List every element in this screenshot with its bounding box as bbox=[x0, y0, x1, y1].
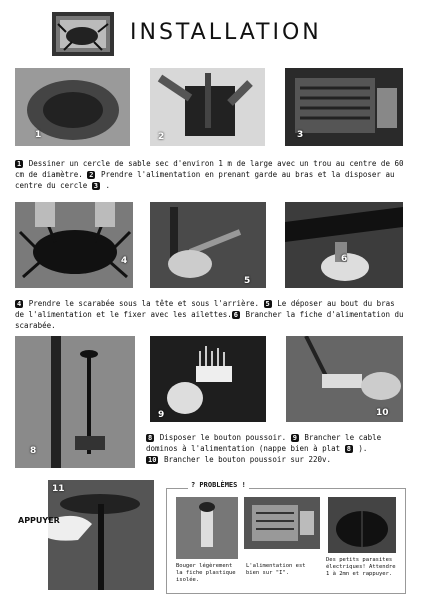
photo-step-3 bbox=[285, 68, 403, 146]
problem-caption-2: L'alimentation est bien sur "I". bbox=[246, 563, 306, 576]
caption-block-3 bbox=[146, 432, 408, 465]
step-number: 5 bbox=[265, 300, 270, 308]
caption-text: Brancher la fiche d'alimentation du scarabée. bbox=[15, 310, 404, 330]
caption-text: Brancher le bouton poussoir sur 220v. bbox=[159, 455, 332, 464]
problem-caption-1: Bouger légèrement la fiche plastique isolée. bbox=[176, 563, 236, 583]
problems-title: ? PROBLÈMES ! bbox=[188, 481, 249, 489]
photo-step-2 bbox=[150, 68, 265, 146]
step-number: 4 bbox=[17, 300, 22, 308]
photo-badge: 5 bbox=[244, 276, 251, 286]
page-title: INSTALLATION bbox=[130, 20, 322, 45]
caption-text: Brancher le cable dominos à l'alimentation (nappe bien à plat bbox=[146, 433, 382, 453]
problem-photo-2 bbox=[244, 497, 320, 549]
step-number: 10 bbox=[148, 456, 157, 464]
photo-step-4 bbox=[15, 202, 133, 288]
problem-photo-1 bbox=[176, 497, 238, 559]
caption-text: . bbox=[100, 181, 111, 190]
photo-step-1 bbox=[15, 68, 130, 146]
caption-text: Le déposer au bout du bras de l'alimentation et le fixer avec les ailettes. bbox=[15, 299, 395, 319]
photo-step-6 bbox=[285, 202, 403, 288]
appuyer-label: APPUYER bbox=[18, 516, 60, 525]
photo-step-11 bbox=[48, 480, 154, 590]
problem-caption-3: Des petits parasites électriques! Attendre 1 à 2mn et rappuyer. bbox=[326, 557, 396, 577]
photo-badge: 1 bbox=[35, 130, 42, 140]
photo-badge: 6 bbox=[341, 254, 348, 264]
problem-photo-3 bbox=[328, 497, 396, 553]
photo-badge: 3 bbox=[297, 130, 304, 140]
step-number: 3 bbox=[93, 182, 98, 190]
step-number: 8 bbox=[148, 434, 153, 442]
caption-text: Prendre le scarabée sous la tête et sous l'arrière. bbox=[24, 299, 264, 308]
photo-badge: 2 bbox=[158, 132, 165, 142]
step-number: 6 bbox=[233, 311, 238, 319]
photo-step-5 bbox=[150, 202, 266, 288]
step-number: 9 bbox=[292, 434, 297, 442]
step-number: 2 bbox=[89, 171, 94, 179]
photo-badge: 8 bbox=[30, 446, 37, 456]
caption-block-2 bbox=[15, 298, 405, 331]
step-number: 8 bbox=[346, 445, 351, 453]
photo-badge: 4 bbox=[121, 256, 128, 266]
caption-text: Dessiner un cercle de sable sec d'environ 1 m de large avec un trou au centre de 60 cm de diamètre. bbox=[15, 159, 404, 179]
caption-text: Disposer le bouton poussoir. bbox=[155, 433, 291, 442]
photo-badge: 9 bbox=[158, 410, 165, 420]
photo-step-8 bbox=[15, 336, 135, 468]
photo-step-10 bbox=[286, 336, 403, 422]
photo-step-9 bbox=[150, 336, 266, 422]
caption-text: Prendre l'alimentation en prenant garde au bras et la disposer au centre du cercle bbox=[15, 170, 395, 190]
caption-block-1 bbox=[15, 158, 405, 191]
photo-badge: 10 bbox=[376, 408, 389, 418]
caption-text: ). bbox=[353, 444, 368, 453]
photo-badge: 11 bbox=[52, 484, 65, 494]
step-number: 1 bbox=[17, 160, 22, 168]
header-photo bbox=[52, 12, 114, 56]
